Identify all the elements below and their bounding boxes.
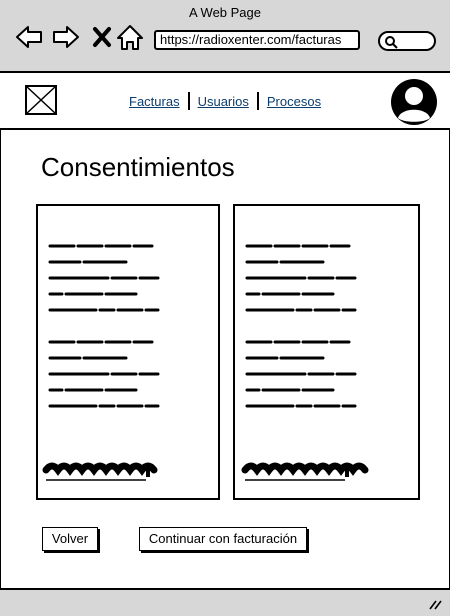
search-icon bbox=[384, 33, 408, 49]
document-scribble-text bbox=[38, 206, 222, 502]
page-title: Consentimientos bbox=[41, 152, 235, 182]
document-scribble-text bbox=[235, 206, 422, 502]
document-card[interactable] bbox=[233, 204, 420, 500]
close-icon[interactable] bbox=[88, 22, 118, 52]
search-box[interactable] bbox=[378, 31, 436, 51]
home-icon[interactable] bbox=[115, 22, 145, 52]
nav-link-procesos[interactable]: Procesos bbox=[266, 93, 322, 109]
user-avatar-icon[interactable] bbox=[389, 77, 439, 127]
site-header bbox=[0, 73, 450, 130]
nav-link-facturas[interactable]: Facturas bbox=[129, 93, 180, 109]
back-button[interactable]: Volver bbox=[42, 527, 98, 551]
continue-billing-button[interactable]: Continuar con facturación bbox=[139, 527, 307, 551]
nav-link-usuarios[interactable]: Usuarios bbox=[197, 93, 249, 109]
logo-placeholder-icon bbox=[25, 85, 57, 115]
forward-arrow-icon[interactable] bbox=[51, 22, 81, 52]
main-nav bbox=[121, 90, 329, 112]
resize-grip-icon[interactable] bbox=[428, 598, 442, 610]
status-bar bbox=[0, 588, 450, 616]
back-arrow-icon[interactable] bbox=[14, 22, 44, 52]
browser-toolbar bbox=[0, 0, 450, 73]
document-card[interactable] bbox=[36, 204, 220, 500]
address-bar[interactable]: https://radioxenter.com/facturas bbox=[154, 30, 360, 50]
window-title: A Web Page bbox=[188, 5, 262, 20]
